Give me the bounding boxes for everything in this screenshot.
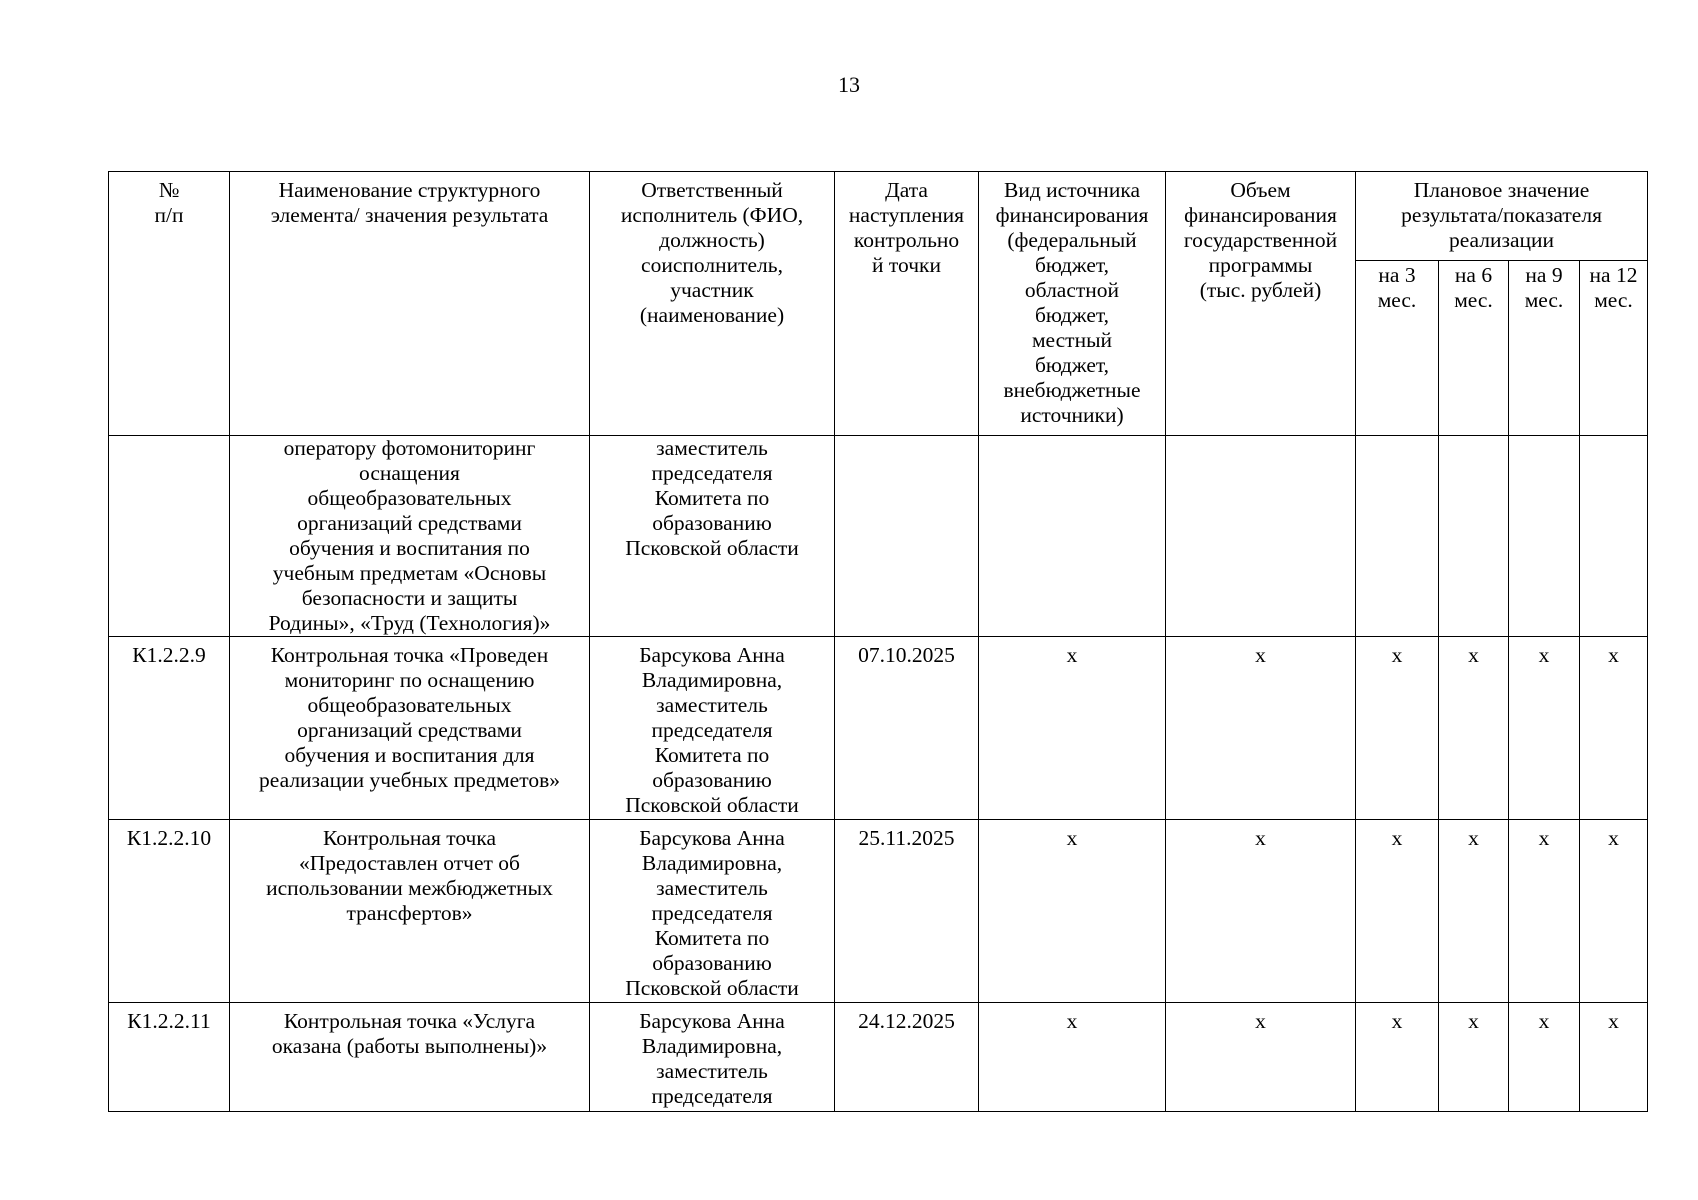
cell-plan-6: x	[1439, 820, 1509, 1003]
cell-responsible: заместитель председателя Комитета по образованию Псковской области	[590, 436, 835, 637]
cell-number: К1.2.2.9	[109, 637, 230, 820]
cell-source: x	[979, 1003, 1166, 1112]
cell-name: оператору фотомониторинг оснащения общеобразовательных организаций средствами обучения и воспитания по учебным предметам «Основы безопасности и защиты Родины», «Труд (Технология)»	[230, 436, 590, 637]
page-number: 13	[838, 72, 860, 97]
cell-date	[835, 436, 979, 637]
cell-plan-6	[1439, 436, 1509, 637]
cell-volume: x	[1166, 1003, 1356, 1112]
header-plan-12: на 12 мес.	[1580, 261, 1648, 436]
cell-number	[109, 436, 230, 637]
cell-plan-3: x	[1356, 820, 1439, 1003]
cell-source: x	[979, 637, 1166, 820]
cell-name: Контрольная точка «Предоставлен отчет об использовании межбюджетных трансфертов»	[230, 820, 590, 1003]
cell-responsible: Барсукова Анна Владимировна, заместитель председателя Комитета по образованию Псковской области	[590, 637, 835, 820]
header-plan-6: на 6 мес.	[1439, 261, 1509, 436]
cell-responsible: Барсукова Анна Владимировна, заместитель председателя Комитета по образованию Псковской области	[590, 820, 835, 1003]
cell-plan-6: x	[1439, 637, 1509, 820]
cell-plan-12: x	[1580, 820, 1648, 1003]
cell-volume	[1166, 436, 1356, 637]
cell-name: Контрольная точка «Проведен мониторинг по оснащению общеобразовательных организаций средствами обучения и воспитания для реализации учебных предметов»	[230, 637, 590, 820]
control-points-table	[108, 171, 1648, 1112]
cell-plan-3: x	[1356, 1003, 1439, 1112]
cell-date: 07.10.2025	[835, 637, 979, 820]
cell-source	[979, 436, 1166, 637]
table-header-row	[109, 172, 1648, 261]
header-volume: Объем финансирования государственной программы (тыс. рублей)	[1166, 172, 1356, 436]
header-date: Дата наступления контрольно й точки	[835, 172, 979, 436]
table-row	[109, 637, 1648, 820]
cell-plan-9: x	[1509, 820, 1580, 1003]
header-name: Наименование структурного элемента/ значения результата	[230, 172, 590, 436]
cell-date: 24.12.2025	[835, 1003, 979, 1112]
cell-plan-3	[1356, 436, 1439, 637]
cell-plan-9: x	[1509, 1003, 1580, 1112]
cell-name: Контрольная точка «Услуга оказана (работы выполнены)»	[230, 1003, 590, 1112]
cell-number: К1.2.2.10	[109, 820, 230, 1003]
header-plan-group: Плановое значение результата/показателя реализации	[1356, 172, 1648, 261]
header-plan-9: на 9 мес.	[1509, 261, 1580, 436]
cell-plan-3: x	[1356, 637, 1439, 820]
header-responsible: Ответственный исполнитель (ФИО, должность) соисполнитель, участник (наименование)	[590, 172, 835, 436]
cell-plan-9: x	[1509, 637, 1580, 820]
cell-date: 25.11.2025	[835, 820, 979, 1003]
header-number: № п/п	[109, 172, 230, 436]
table-row	[109, 436, 1648, 637]
cell-plan-12: x	[1580, 637, 1648, 820]
cell-number: К1.2.2.11	[109, 1003, 230, 1112]
cell-volume: x	[1166, 637, 1356, 820]
cell-responsible: Барсукова Анна Владимировна, заместитель председателя	[590, 1003, 835, 1112]
cell-plan-12: x	[1580, 1003, 1648, 1112]
cell-plan-12	[1580, 436, 1648, 637]
cell-plan-6: x	[1439, 1003, 1509, 1112]
table-row	[109, 820, 1648, 1003]
cell-source: x	[979, 820, 1166, 1003]
header-source: Вид источника финансирования (федеральный бюджет, областной бюджет, местный бюджет, внебюджетные источники)	[979, 172, 1166, 436]
cell-plan-9	[1509, 436, 1580, 637]
table-row	[109, 1003, 1648, 1112]
cell-volume: x	[1166, 820, 1356, 1003]
header-plan-3: на 3 мес.	[1356, 261, 1439, 436]
